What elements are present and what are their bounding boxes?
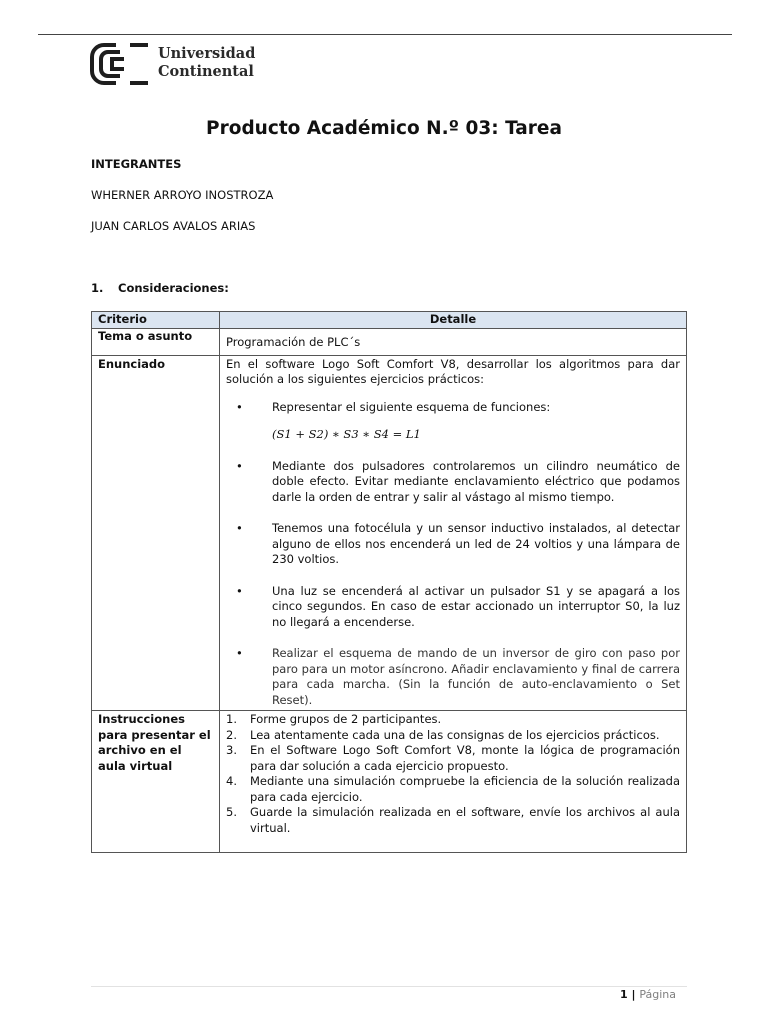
row-value-instrucciones [220, 711, 687, 853]
step-text: Mediante una simulación compruebe la eficiencia de la solución realizada para cada ejercicio. [250, 774, 680, 804]
step-text: Forme grupos de 2 participantes. [250, 712, 442, 726]
logo-mark-icon [90, 42, 150, 86]
list-item [226, 646, 680, 708]
table-row [92, 355, 687, 711]
list-item [226, 712, 680, 728]
logo-wordmark [158, 45, 255, 81]
step-text: Lea atentamente cada una de las consignas de los ejercicios prácticos. [250, 727, 660, 742]
header-detalle: Detalle [220, 312, 687, 329]
step-text: En el Software Logo Soft Comfort V8, monte la lógica de programación para dar solución a cada ejercicio propuesto. [250, 743, 680, 773]
step-number: 3. [226, 743, 237, 757]
table-row [92, 711, 687, 853]
exercise-text: Tenemos una fotocélula y un sensor inductivo instalados, al detectar alguno de ellos nos encenderá un led de 24 voltios y una lámpara de 230 voltios. [272, 521, 680, 566]
bullet-icon: • [236, 583, 243, 598]
section-number: 1. [91, 281, 104, 295]
exercise-text: Representar el siguiente esquema de funciones: [272, 399, 551, 414]
list-item [226, 805, 680, 836]
page-number: 1 [620, 988, 628, 1001]
row-label-instrucciones: Instrucciones para presentar el archivo en el aula virtual [92, 711, 220, 853]
step-text: Guarde la simulación realizada en el software, envíe los archivos al aula virtual. [250, 805, 680, 835]
page-footer [620, 988, 676, 1001]
formula: (S1 + S2) ∗ S3 ∗ S4 = L1 [272, 427, 421, 441]
row-label-tema: Tema o asunto [92, 329, 220, 356]
table-header-row [92, 312, 687, 329]
step-number: 5. [226, 805, 237, 819]
exercise-list [226, 400, 680, 709]
exercise-text: Realizar el esquema de mando de un inversor de giro con paso por paro para un motor asíncrono. Añadir enclavamiento y final de carrera para cada marcha. (Sin la función de auto-enclavamiento o Set Reset). [272, 646, 680, 707]
list-item [226, 459, 680, 506]
row-value-tema: Programación de PLC´s [220, 329, 687, 356]
list-item [226, 400, 680, 443]
page-label: Página [639, 988, 676, 1001]
step-number: 4. [226, 774, 237, 788]
section-title: Consideraciones: [118, 281, 229, 295]
logo-line-1: Universidad [158, 45, 256, 62]
header-rule [38, 34, 732, 35]
list-item [226, 521, 680, 568]
member-name-1: WHERNER ARROYO INOSTROZA [91, 188, 274, 202]
bullet-icon: • [236, 458, 243, 473]
page-separator: | [627, 988, 640, 1001]
bullet-icon: • [236, 646, 243, 660]
exercise-text: Mediante dos pulsadores controlaremos un cilindro neumático de doble efecto. Evitar mediante enclavamiento eléctrico que podamos darle la orden de entrar y salir al vástago al mismo tiempo. [272, 458, 680, 504]
instruction-list [226, 712, 680, 836]
header-criterio: Criterio [92, 312, 220, 329]
row-value-enunciado [220, 355, 687, 711]
footer-rule [91, 986, 687, 987]
list-item [226, 743, 680, 774]
university-logo [90, 42, 310, 86]
list-item [226, 728, 680, 744]
members-heading: INTEGRANTES [91, 157, 182, 171]
step-number: 1. [226, 712, 237, 726]
enunciado-intro: En el software Logo Soft Comfort V8, desarrollar los algoritmos para dar solución a los siguientes ejercicios prácticos: [226, 356, 680, 386]
member-name-2: JUAN CARLOS AVALOS ARIAS [91, 219, 256, 233]
bullet-icon: • [236, 521, 243, 535]
considerations-table [91, 311, 687, 853]
document-title: Producto Académico N.º 03: Tarea [206, 118, 562, 139]
logo-line-2: Continental [158, 63, 254, 80]
exercise-text: Una luz se encenderá al activar un pulsador S1 y se apagará a los cinco segundos. En caso de estar accionado un interruptor S0, la luz no llegará a encenderse. [272, 583, 680, 629]
list-item [226, 774, 680, 805]
bullet-icon: • [236, 399, 243, 414]
table-row [92, 329, 687, 356]
list-item [226, 584, 680, 631]
row-label-enunciado: Enunciado [92, 355, 220, 711]
step-number: 2. [226, 727, 237, 742]
section-heading [91, 281, 229, 295]
